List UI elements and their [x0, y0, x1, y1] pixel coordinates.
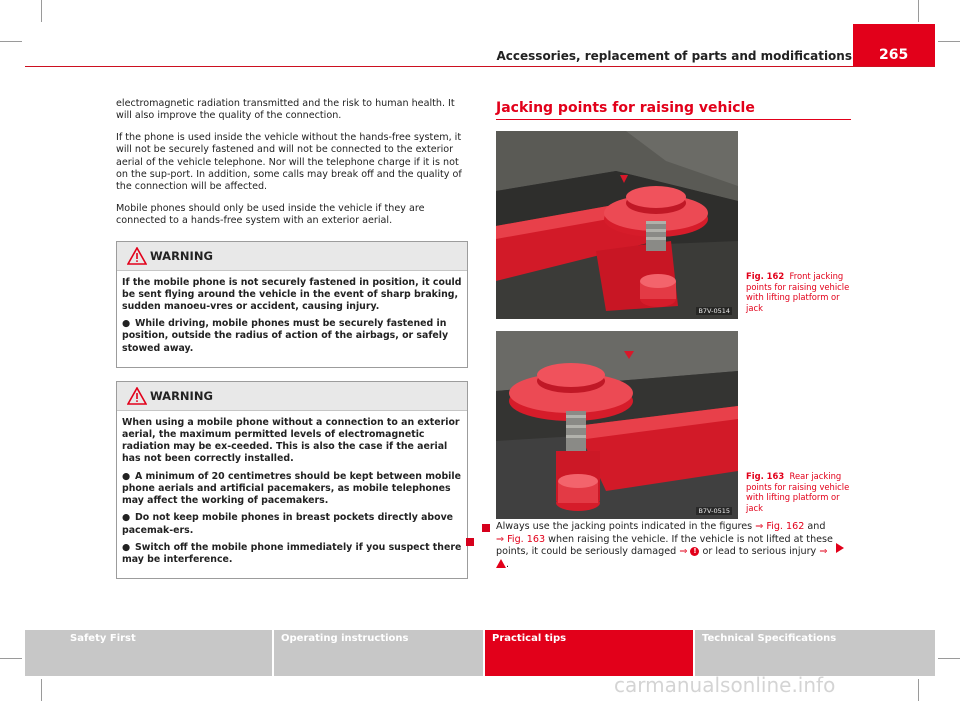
paragraph: Mobile phones should only be used inside the vehicle if they are connected to a hands-free system with an exterior aerial. [116, 202, 425, 227]
paragraph: electromagnetic radiation transmitted and the risk to human health. It will also improve the quality of the connection. [116, 98, 455, 122]
footer-tab-operating-instructions[interactable]: Operating instructions [274, 630, 483, 676]
watermark: carmanualsonline.info [614, 673, 836, 697]
left-column [116, 98, 468, 579]
figure-code: B7V-0515 [698, 507, 730, 515]
figure-reference-link[interactable]: ⇒ Fig. 162 [755, 521, 805, 532]
bullet-glyph: ● [122, 541, 131, 553]
text-segment: or lead to serious injury [702, 546, 817, 558]
warning-text: When using a mobile phone without a connection to an exterior aerial, the maximum permitted levels of electromagnetic radiation may be ex-ceeded. This is also the case if the aerial has not been correctly installed. [122, 416, 460, 465]
crop-mark [938, 41, 960, 42]
footer-tab-practical-tips[interactable]: Practical tips [485, 630, 693, 676]
warning-bullet-text: Do not keep mobile phones in breast pockets directly above pacemak-ers. [122, 512, 454, 536]
jacking-photo [496, 331, 738, 519]
text-segment: and [807, 521, 826, 532]
section-rule [496, 119, 851, 120]
warning-bullet [122, 318, 462, 355]
warning-triangle-icon [127, 387, 147, 405]
warning-triangle-icon [127, 247, 147, 265]
jacking-instructions [496, 521, 836, 571]
page-number: 265 [879, 47, 909, 63]
text-segment: Always use the jacking points indicated in the figures [496, 521, 753, 532]
crop-mark [41, 0, 42, 22]
footer-tab-safety-first[interactable]: Safety First [25, 630, 272, 676]
figure-caption [746, 271, 854, 313]
figure-label: Fig. 163 [746, 471, 785, 481]
header-rule [25, 66, 935, 67]
warning-box [116, 241, 468, 368]
figure-label: Fig. 162 [746, 271, 785, 281]
footer-tab-technical-specifications[interactable]: Technical Specifications [695, 630, 935, 676]
warning-bullet-text: Switch off the mobile phone immediately if you suspect there may be interference. [122, 541, 462, 565]
cross-reference-arrow: ⇒ [679, 546, 688, 558]
warning-bullet-text: A minimum of 20 centimetres should be kept between mobile phone aerials and artificial pacemakers, as mobile telephones may affect the working of pacemakers. [122, 470, 461, 507]
section-start-marker [482, 524, 490, 532]
figure-front-jacking-point [496, 131, 738, 319]
text-segment: when raising the vehicle. If the vehicle is not lifted at these points, it could be seriously damaged [496, 533, 833, 558]
crop-mark [918, 679, 919, 701]
warning-bullet [122, 471, 462, 508]
warning-box [116, 381, 468, 579]
crop-mark [0, 658, 22, 659]
warning-header [117, 242, 467, 271]
section-title: Jacking points for raising vehicle [496, 100, 755, 116]
text-segment: . [506, 558, 510, 570]
warning-title: WARNING [150, 388, 213, 403]
figure-caption-text: Front jacking points for raising vehicle with lifting platform or jack [746, 271, 850, 313]
bullet-glyph: ● [122, 318, 131, 330]
warning-title: WARNING [150, 248, 213, 263]
crop-mark [918, 0, 919, 22]
figure-code: B7V-0514 [698, 307, 730, 315]
note-icon[interactable]: ! [690, 547, 699, 556]
figure-reference-link[interactable]: ⇒ Fig. 163 [496, 533, 546, 545]
paragraph: If the phone is used inside the vehicle without the hands-free system, it will not be securely fastened and will not be connected to the exterior aerial of the vehicle telephone. Nor will the telephone charge if it is not on the sup-port. In addition, some calls may break off and the quality of the connection will be affected. [116, 131, 462, 193]
crop-mark [0, 41, 22, 42]
figure-rear-jacking-point [496, 331, 738, 519]
warning-bullet-text: While driving, mobile phones must be securely fastened in position, outside the radius of action of the airbags, or safely stowed away. [122, 318, 449, 354]
section-end-marker [466, 538, 474, 546]
bullet-glyph: ● [122, 470, 131, 482]
running-header: Accessories, replacement of parts and modifications [496, 49, 852, 63]
jacking-photo [496, 131, 738, 319]
figure-caption [746, 471, 854, 513]
warning-header [117, 382, 467, 411]
warning-body [117, 271, 467, 367]
continue-arrow-icon [836, 543, 844, 553]
crop-mark [41, 679, 42, 701]
crop-mark [938, 658, 960, 659]
warning-body [117, 411, 467, 578]
warning-bullet [122, 542, 462, 566]
warning-bullet [122, 512, 462, 536]
warning-reference-icon[interactable] [496, 559, 506, 568]
figure-caption-text: Rear jacking points for raising vehicle with lifting platform or jack [746, 471, 850, 513]
cross-reference-arrow: ⇒ [819, 546, 828, 558]
warning-text: If the mobile phone is not securely fastened in position, it could be sent flying around the vehicle in the event of sharp braking, sudden manoeu-vres or accident, causing injury. [122, 276, 462, 313]
bullet-glyph: ● [122, 512, 131, 524]
